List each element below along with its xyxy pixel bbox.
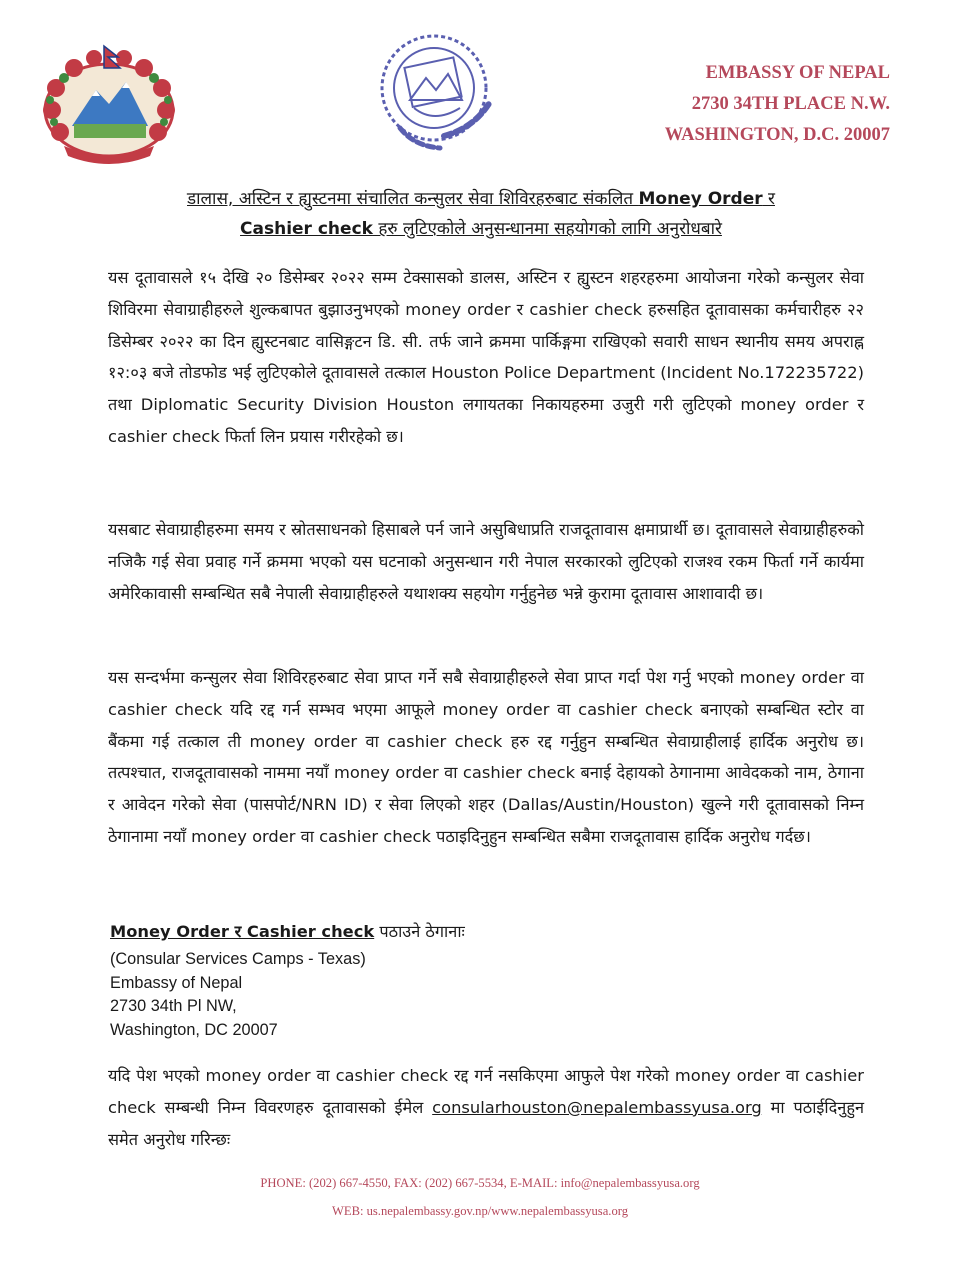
header-line-3: WASHINGTON, D.C. 20007 xyxy=(664,125,890,145)
mailing-line-3: 2730 34th Pl NW, xyxy=(110,997,237,1015)
mailing-line-4: Washington, DC 20007 xyxy=(110,1020,278,1039)
subject-line-1 xyxy=(110,184,852,214)
mailing-line-2: Embassy of Nepal xyxy=(110,973,243,992)
paragraph-3: यस सन्दर्भमा कन्सुलर सेवा शिविरहरुबाट सेवा प्राप्त गर्ने सबै सेवाग्राहीहरुले सेवा प्राप्त गर्दा पेश गर्नु भएको money order वा cashier check यदि रद्द गर्न सम्भव भएमा आफूले money order वा cashier check बनाएको सम्बन्धित स्टोर वा बैंकमा गई तत्काल ती money order वा cashier check हरु रद्द गर्नुहुन सम्बन्धित सेवाग्राहीलाई हार्दिक अनुरोध छ। तत्पश्चात, राजदूतावासको नाममा नयाँ money order वा cashier check बनाई देहायको ठेगानामा आवेदकको नाम, ठेगाना र आवेदन गरेको सेवा (पासपोर्ट/NRN ID) र सेवा लिएको शहर (Dallas/Austin/Houston) खुल्ने गरी दूतावासको निम्न ठेगानामा नयाँ money order वा cashier check पठाइदिनुहुन सम्बन्धित सबैमा राजदूतावास हार्दिक अनुरोध गर्दछ। xyxy=(108,668,864,846)
paragraph-1: यस दूतावासले १५ देखि २० डिसेम्बर २०२२ सम्म टेक्सासको डालस, अस्टिन र ह्युस्टन शहरहरुमा आयोजना गरेको कन्सुलर सेवा शिविरमा सेवाग्राहीहरुले शुल्कबापत बुझाउनुभएको money order र cashier check हरुसहित दूतावासका कर्मचारीहरु २२ डिसेम्बर २०२२ का दिन ह्युस्टनबाट वासिङ्गटन डि. सी. तर्फ जाने क्रममा पार्किङ्गमा राखिएको सवारी साधन स्थानीय समय अपराह्न १२:०३ बजे तोडफोड भई लुटिएकोले दूतावासले तत्काल Houston Police Department (Incident No.172235722) तथा Diplomatic Security Division Houston लगायतका निकायहरुमा उजुरी गरी लुटिएको money order र cashier check फिर्ता लिन प्रयास गरीरहेको छ। xyxy=(108,268,864,446)
header-line-2: 2730 34TH PLACE N.W. xyxy=(691,94,890,114)
subject-bold-2: Cashier check xyxy=(240,219,373,239)
subject-text-2: हरु लुटिएकोले अनुसन्धानमा सहयोगको लागि अनुरोधबारे xyxy=(372,219,722,239)
mailing-address-heading xyxy=(110,920,465,942)
mailing-heading-rest: पठाउने ठेगानाः xyxy=(374,922,465,941)
embassy-header-address xyxy=(590,58,890,151)
paragraph-2: यसबाट सेवाग्राहीहरुमा समय र स्रोतसाधनको हिसाबले पर्न जाने असुबिधाप्रति राजदूतावास क्षमाप्रार्थी छ। दूतावासले सेवाग्राहीहरुको नजिकै गई सेवा प्रवाह गर्ने क्रममा भएको यस घटनाको अनुसन्धान गरी नेपाल सरकारको लुटिएको राजश्व रकम फिर्ता गर्ने कार्यमा अमेरिकावासी सम्बन्धित सबै नेपाली सेवाग्राहीहरुले यथाशक्य सहयोग गर्नुहुनेछ भन्ने कुरामा दूतावास आशावादी छ। xyxy=(108,520,864,603)
consular-email-link[interactable]: consularhouston@nepalembassyusa.org xyxy=(432,1097,762,1117)
nepal-coat-of-arms-icon xyxy=(34,38,184,164)
paragraph-4-end: मा पठाईदिनुहुन समेत अनुरोध गरिन्छः xyxy=(108,1097,864,1149)
mailing-heading-bold: Money Order र Cashier check xyxy=(110,922,375,941)
footer-contact: PHONE: (202) 667-4550, FAX: (202) 667-5534, E-MAIL: info@nepalembassyusa.org xyxy=(260,1176,700,1190)
subject-text-1: डालास, अस्टिन र ह्युस्टनमा संचालित कन्सुलर सेवा शिविरहरुबाट संकलित xyxy=(187,189,639,209)
paragraph-4 xyxy=(108,1060,864,1155)
subject-line-2 xyxy=(110,214,852,244)
footer-web: WEB: us.nepalembassy.gov.np/www.nepalembassyusa.org xyxy=(331,1204,628,1218)
embassy-seal-icon xyxy=(374,28,506,160)
paragraph-4-text: यदि पेश भएको money order वा cashier check रद्द गर्न नसकिएमा आफुले पेश गरेको money order वा cashier check सम्बन्धी निम्न विवरणहरु दूतावासको ईमेल xyxy=(108,1066,864,1117)
subject-bold-1: Money Order xyxy=(638,189,763,209)
mailing-line-1: (Consular Services Camps - Texas) xyxy=(110,950,366,968)
header-line-1: EMBASSY OF NEPAL xyxy=(705,63,890,83)
subject-end-1: र xyxy=(762,189,775,209)
mailing-address-block xyxy=(110,948,366,1042)
letter-subject xyxy=(110,184,852,244)
